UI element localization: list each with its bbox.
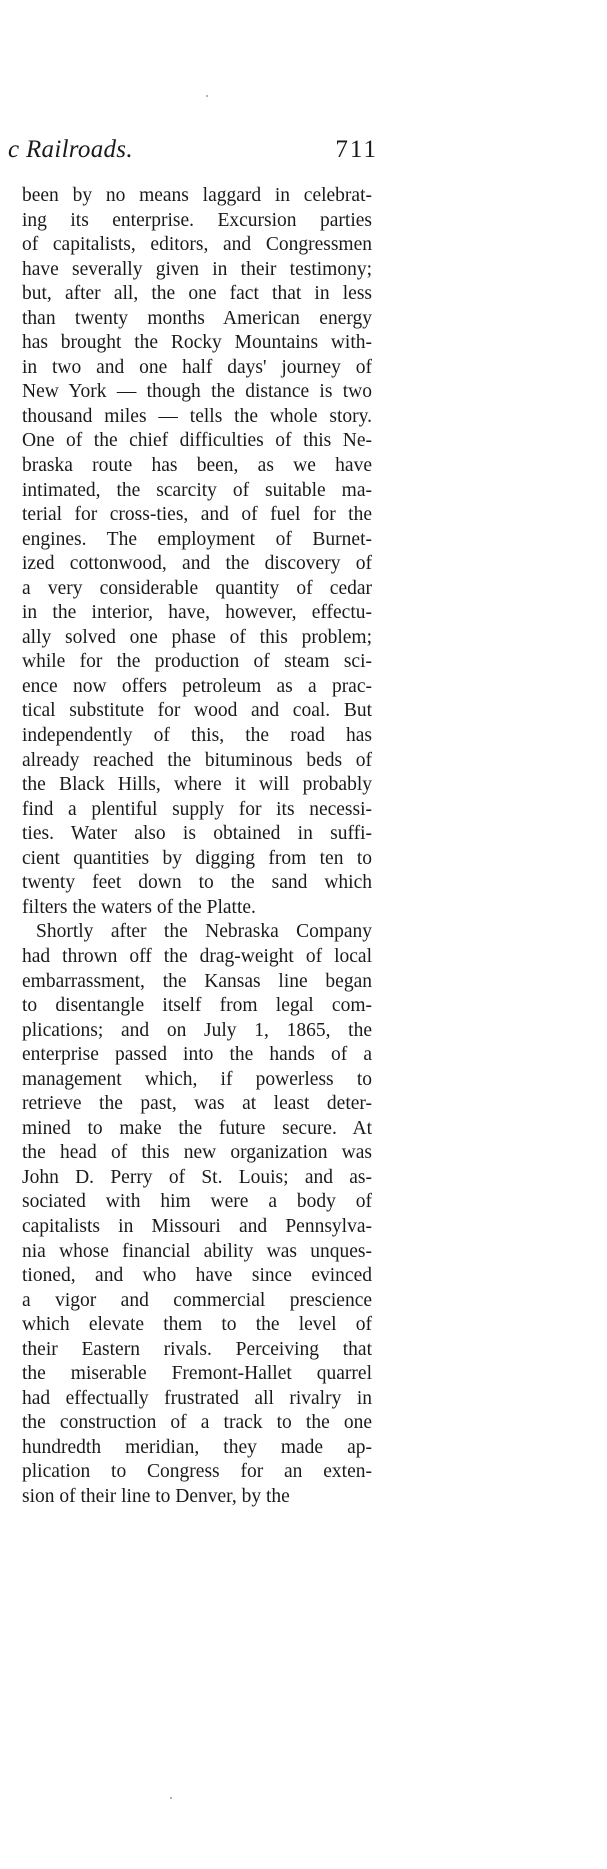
text-line: twenty feet down to the sand which	[22, 872, 372, 894]
page-speck	[170, 1797, 172, 1799]
page-number: 711	[335, 136, 378, 163]
text-line: Shortly after the Nebraska Company	[36, 921, 372, 943]
paragraph-2	[22, 920, 372, 1509]
text-line: tioned, and who have since evinced	[22, 1265, 372, 1287]
text-line: nia whose financial ability was unques-	[22, 1240, 372, 1262]
text-line: already reached the bituminous beds of	[22, 749, 372, 771]
text-line: ized cottonwood, and the discovery of	[22, 553, 372, 575]
text-line: intimated, the scarcity of suitable ma-	[22, 479, 372, 501]
text-line: tical substitute for wood and coal. But	[22, 700, 372, 722]
text-line: which elevate them to the level of	[22, 1314, 372, 1336]
text-line: sociated with him were a body of	[22, 1191, 372, 1213]
body-text	[22, 184, 372, 1510]
text-line: thousand miles — tells the whole story.	[22, 405, 372, 427]
page-speck	[206, 95, 208, 97]
text-line: to disentangle itself from legal com-	[22, 995, 372, 1017]
text-line: in the interior, have, however, effectu-	[22, 602, 372, 624]
text-line: management which, if powerless to	[22, 1068, 372, 1090]
paragraph-1	[22, 184, 372, 920]
text-line: of capitalists, editors, and Congressmen	[22, 234, 372, 256]
text-line: in two and one half days' journey of	[22, 356, 372, 378]
text-line: embarrassment, the Kansas line began	[22, 970, 372, 992]
text-line: enterprise passed into the hands of a	[22, 1044, 372, 1066]
text-line: terial for cross-ties, and of fuel for the	[22, 504, 372, 526]
text-line: One of the chief difficulties of this Ne-	[22, 430, 372, 452]
text-line: sion of their line to Denver, by the	[22, 1485, 290, 1507]
text-line: the head of this new organization was	[22, 1142, 372, 1164]
text-line: their Eastern rivals. Perceiving that	[22, 1338, 372, 1360]
text-line: had effectually frustrated all rivalry in	[22, 1387, 372, 1409]
text-line: cient quantities by digging from ten to	[22, 847, 372, 869]
running-title: c Railroads.	[8, 136, 133, 163]
text-line: retrieve the past, was at least deter-	[22, 1093, 372, 1115]
text-line: than twenty months American energy	[22, 307, 372, 329]
text-line: been by no means laggard in celebrat-	[22, 185, 372, 206]
text-line: hundredth meridian, they made ap-	[22, 1436, 372, 1458]
text-line: has brought the Rocky Mountains with-	[22, 332, 372, 354]
running-head	[8, 136, 378, 170]
text-line: plications; and on July 1, 1865, the	[22, 1019, 372, 1041]
text-line: New York — though the distance is two	[22, 381, 372, 403]
text-line: ence now offers petroleum as a prac-	[22, 675, 372, 697]
text-line: had thrown off the drag-weight of local	[22, 945, 372, 967]
text-line: engines. The employment of Burnet-	[22, 528, 372, 550]
text-line: the miserable Fremont-Hallet quarrel	[22, 1363, 372, 1385]
text-line: plication to Congress for an exten-	[22, 1461, 372, 1483]
text-line: braska route has been, as we have	[22, 455, 372, 477]
text-line: ing its enterprise. Excursion parties	[22, 209, 372, 231]
text-line: a vigor and commercial prescience	[22, 1289, 372, 1311]
text-line: have severally given in their testimony;	[22, 258, 372, 280]
text-line: the Black Hills, where it will probably	[22, 774, 372, 796]
text-line: ally solved one phase of this problem;	[22, 626, 372, 648]
text-line: but, after all, the one fact that in less	[22, 283, 372, 305]
text-line: mined to make the future secure. At	[22, 1117, 372, 1139]
text-line: the construction of a track to the one	[22, 1412, 372, 1434]
text-line: find a plentiful supply for its necessi-	[22, 798, 372, 820]
text-line: while for the production of steam sci-	[22, 651, 372, 673]
text-line: capitalists in Missouri and Pennsylva-	[22, 1215, 372, 1237]
text-line: John D. Perry of St. Louis; and as-	[22, 1166, 372, 1188]
text-line: filters the waters of the Platte.	[22, 896, 256, 918]
text-line: independently of this, the road has	[22, 725, 372, 747]
text-line: a very considerable quantity of cedar	[22, 577, 372, 599]
text-line: ties. Water also is obtained in suffi-	[22, 823, 372, 845]
